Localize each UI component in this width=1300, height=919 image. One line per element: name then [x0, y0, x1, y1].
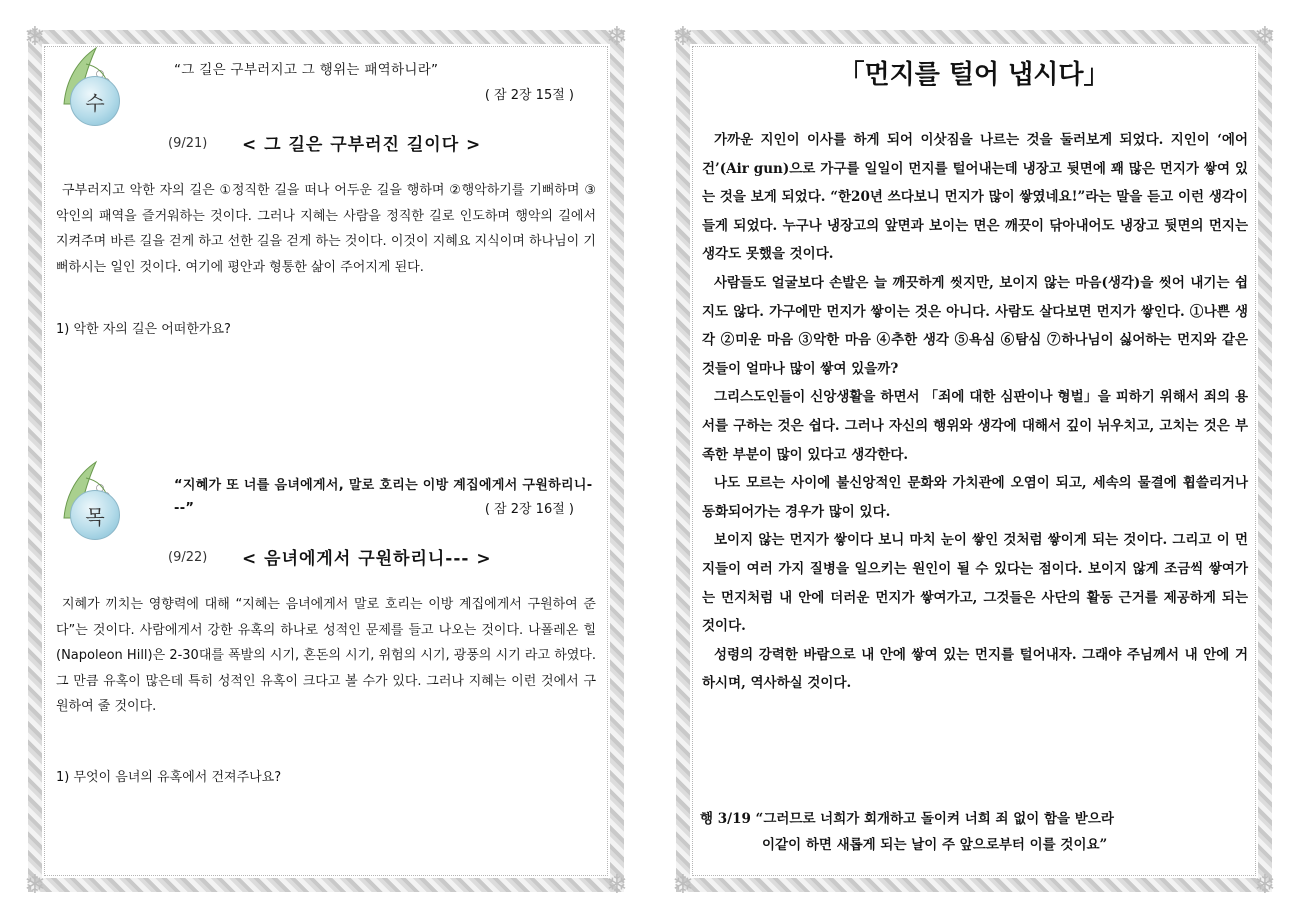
closing-verse-line-2: 이같이 하면 새롭게 되는 날이 주 앞으로부터 이를 것이요”: [762, 837, 1108, 853]
devotion-date: (9/21): [168, 136, 208, 151]
closing-verse-line-1: 행 3/19 “그러므로 너희가 회개하고 돌이켜 너희 죄 없이 함을 받으라: [700, 811, 1114, 827]
corner-ornament-icon: ❄: [606, 22, 628, 52]
devotion-title: < 음녀에게서 구원하리니--- >: [242, 549, 492, 569]
day-badge-label: 수: [85, 90, 105, 115]
day-badge: [70, 490, 120, 540]
essay-paragraph: 사람들도 얼굴보다 손발은 늘 깨끗하게 씻지만, 보이지 않는 마음(생각)을 씻어 내기는 쉽지도 않다. 가구에만 먼지가 쌓이는 것은 아니다. 사람도 살다보면 먼지가 쌓인다. ①나쁜 생각 ②미운 마음 ③악한 마음 ④추한 생각 ⑤욕심 ⑥탐심 ⑦하나님이 싫어하는 먼지와 같은 것들이 얼마나 많이 쌓여 있을까?: [702, 274, 1248, 377]
essay-paragraph: 그리스도인들이 신앙생활을 하면서 「죄에 대한 심판이나 형벌」을 피하기 위해서 죄의 용서를 구하는 것은 쉽다. 그러나 자신의 행위와 생각에 대해서 깊이 뉘우치고, 고치는 것은 부족한 부분이 많이 있다고 생각한다.: [702, 389, 1248, 463]
day-badge: [70, 76, 120, 126]
devotion-body: 구부러지고 악한 자의 길은 ①정직한 길을 떠나 어두운 길을 행하며 ②행악하기를 기뻐하며 ③악인의 패역을 즐거워하는 것이다. 그러나 지혜는 사람을 정직한 길로 인도하며 행악의 길에서 지켜주며 바른 길을 걷게 하고 선한 길을 걷게 하는 것이다. 이것이 지혜요 지식이며 하나님이 기뻐하시는 일인 것이다. 여기에 평안과 형통한 삶이 주어지게 된다.: [56, 183, 596, 275]
devotion-question: 1) 무엇이 음녀의 유혹에서 건져주나요?: [56, 770, 282, 785]
corner-ornament-icon: ❄: [672, 870, 694, 900]
verse-reference: ( 잠 2장 16절 ): [484, 502, 574, 517]
essay-paragraph: 가까운 지인이 이사를 하게 되어 이삿짐을 나르는 것을 둘러보게 되었다. 지인이 ‘에어건’(Air gun)으로 가구를 일일이 먼지를 털어내는데 냉장고 뒷면에 꽤 많은 먼지가 쌓여 있는 것을 보게 되었다. “한20년 쓰다보니 먼지가 많이 쌓였네요!”라는 말을 듣고 이런 생각이 들게 되었다. 누구나 냉장고의 앞면과 보이는 면은 깨끗이 닦아내어도 냉장고 뒷면의 먼지는 생각도 못했을 것이다.: [702, 132, 1248, 263]
essay-paragraph: 보이지 않는 먼지가 쌓이다 보니 마치 눈이 쌓인 것처럼 쌓이게 되는 것이다. 그리고 이 먼지들이 여러 가지 질병을 일으키는 원인이 될 수 있다는 점이다. 보이지 않게 조금씩 쌓여가는 먼지처럼 내 안에 더러운 먼지가 쌓여가고, 그것들은 사단의 활동 근거를 제공하게 되는 것이다.: [702, 532, 1248, 635]
left-page: [24, 22, 628, 900]
corner-ornament-icon: ❄: [1254, 22, 1276, 52]
day-badge-label: 목: [85, 504, 105, 529]
verse-quote: “지혜가 또 너를 음녀에게서, 말로 호리는 이방 계집에게서 구원하리니---”: [174, 478, 593, 516]
verse-reference: ( 잠 2장 15절 ): [484, 88, 574, 103]
devotion-date: (9/22): [168, 550, 208, 565]
devotion-body: 지혜가 끼치는 영향력에 대해 “지혜는 음녀에게서 말로 호리는 이방 계집에게서 구원하여 준다”는 것이다. 사람에게서 강한 유혹의 하나로 성적인 문제를 들고 나오는 것이다. 나폴레온 힐(Napoleon Hill)은 2-30대를 폭발의 시기, 혼돈의 시기, 위험의 시기, 광풍의 시기 라고 하였다. 그 만큼 유혹이 많은데 특히 성적인 유혹이 크다고 볼 수가 있다. 그러나 지혜는 이런 것에서 구원하여 줄 것이다.: [56, 597, 596, 714]
verse-quote: “그 길은 구부러지고 그 행위는 패역하니라”: [174, 62, 439, 78]
right-page: [672, 22, 1276, 900]
corner-ornament-icon: ❄: [1254, 870, 1276, 900]
devotion-question: 1) 악한 자의 길은 어떠한가요?: [56, 322, 231, 337]
devotion-title: < 그 길은 구부러진 길이다 >: [242, 135, 482, 155]
essay-title: 「먼지를 털어 냅시다」: [838, 60, 1110, 90]
essay-paragraph: 성령의 강력한 바람으로 내 안에 쌓여 있는 먼지를 털어내자. 그래야 주님께서 내 안에 거하시며, 역사하실 것이다.: [702, 646, 1248, 692]
essay-paragraph: 나도 모르는 사이에 불신앙적인 문화와 가치관에 오염이 되고, 세속의 물결에 휩쓸리거나 동화되어가는 경우가 많이 있다.: [702, 475, 1248, 520]
corner-ornament-icon: ❄: [24, 22, 46, 52]
corner-ornament-icon: ❄: [24, 870, 46, 900]
essay-body: [702, 126, 1248, 698]
corner-ornament-icon: ❄: [672, 22, 694, 52]
corner-ornament-icon: ❄: [606, 870, 628, 900]
closing-verse: [700, 806, 1260, 858]
